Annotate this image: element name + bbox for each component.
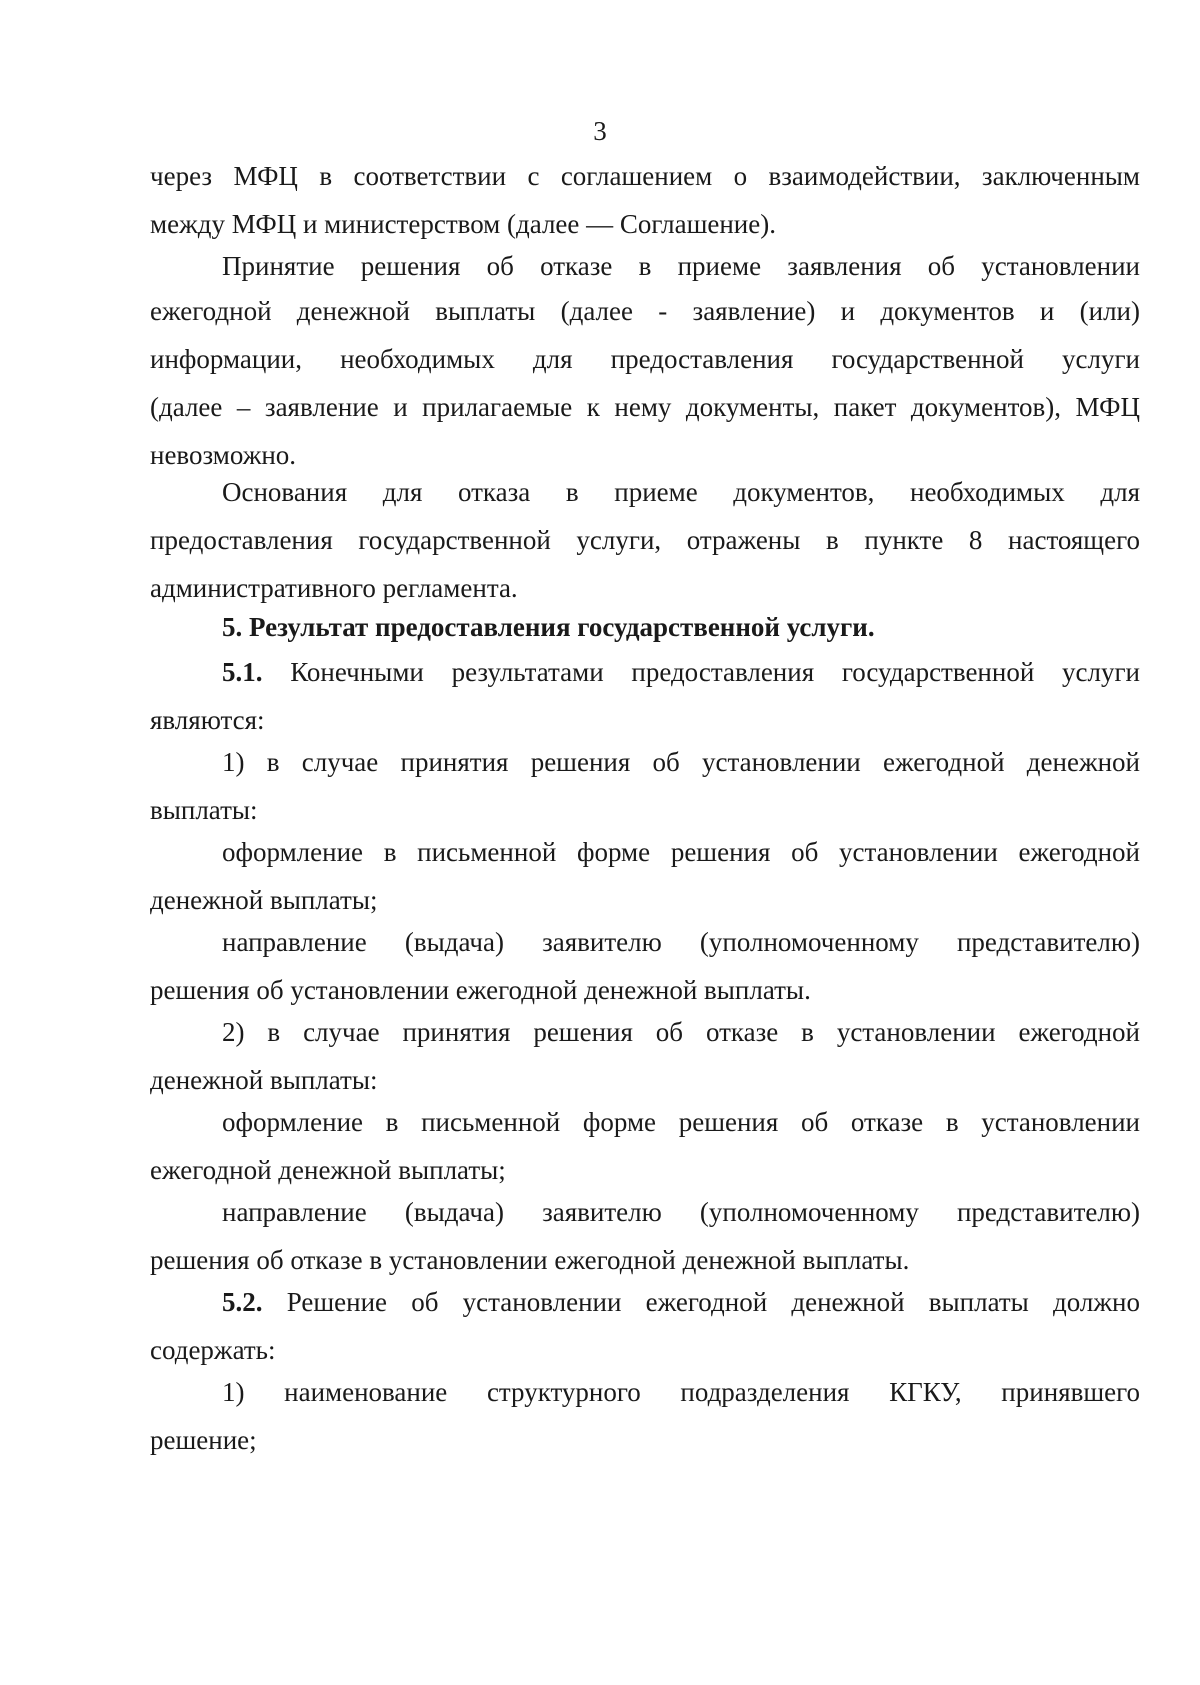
text-fragment: Решение об установлении ежегодной денежной выплаты должно xyxy=(262,1287,1140,1317)
text-line: направление (выдача) заявителю (уполномоченному представителю) xyxy=(222,1197,1140,1227)
text-line: Принятие решения об отказе в приеме заявления об установлении xyxy=(222,251,1140,281)
text-line: денежной выплаты: xyxy=(150,1065,378,1095)
paragraph xyxy=(150,468,1140,612)
body-text xyxy=(150,1278,1140,1374)
paragraph xyxy=(150,1278,1140,1374)
text-line: выплаты: xyxy=(150,795,258,825)
body-text xyxy=(150,1098,1140,1194)
text-line: решения об установлении ежегодной денежной выплаты. xyxy=(150,975,811,1005)
paragraph xyxy=(150,738,1140,834)
text-line: через МФЦ в соответствии с соглашением о взаимодействии, заключенным xyxy=(150,161,1140,191)
body-text xyxy=(150,918,1140,1014)
paragraph xyxy=(150,1098,1140,1194)
text-line: оформление в письменной форме решения об установлении ежегодной xyxy=(222,837,1140,867)
text-line: оформление в письменной форме решения об отказе в установлении xyxy=(222,1107,1140,1137)
paragraph xyxy=(150,1008,1140,1104)
clause-number: 5.1. xyxy=(222,657,263,687)
text-line: между МФЦ и министерством (далее — Соглашение). xyxy=(150,209,776,239)
text-line: являются: xyxy=(150,705,265,735)
text-line xyxy=(150,1278,1140,1326)
text-line: ежегодной денежной выплаты (далее - заявление) и документов и (или) xyxy=(150,296,1140,326)
section-heading xyxy=(150,603,1140,651)
text-line: решение; xyxy=(150,1425,257,1455)
text-line: 1) наименование структурного подразделения КГКУ, принявшего xyxy=(222,1377,1140,1407)
text-line: решения об отказе в установлении ежегодной денежной выплаты. xyxy=(150,1245,910,1275)
text-line: ежегодной денежной выплаты; xyxy=(150,1155,506,1185)
heading-line: 5. Результат предоставления государственной услуги. xyxy=(222,612,875,642)
text-line: информации, необходимых для предоставления государственной услуги xyxy=(150,344,1140,374)
paragraph xyxy=(150,1188,1140,1284)
paragraph xyxy=(150,1368,1140,1464)
body-text xyxy=(150,1188,1140,1284)
body-text xyxy=(150,242,1140,479)
text-line: административного регламента. xyxy=(150,573,518,603)
text-line: Основания для отказа в приеме документов, необходимых для xyxy=(222,477,1140,507)
text-line: денежной выплаты; xyxy=(150,885,378,915)
paragraph xyxy=(150,918,1140,1014)
body-text xyxy=(150,603,1140,651)
body-text xyxy=(150,828,1140,924)
body-text xyxy=(150,152,1140,248)
paragraph xyxy=(150,828,1140,924)
body-text xyxy=(150,468,1140,612)
body-text xyxy=(150,648,1140,744)
text-line: содержать: xyxy=(150,1335,276,1365)
page-number: 3 xyxy=(593,116,607,146)
text-line: направление (выдача) заявителю (уполномоченному представителю) xyxy=(222,927,1140,957)
text-line: (далее – заявление и прилагаемые к нему документы, пакет документов), МФЦ xyxy=(150,392,1140,422)
text-line: предоставления государственной услуги, отражены в пункте 8 настоящего xyxy=(150,525,1140,555)
text-line: невозможно. xyxy=(150,440,297,470)
paragraph xyxy=(150,648,1140,744)
body-text xyxy=(150,1008,1140,1104)
paragraph xyxy=(150,152,1140,248)
text-line: 2) в случае принятия решения об отказе в установлении ежегодной xyxy=(222,1017,1140,1047)
paragraph xyxy=(150,242,1140,479)
text-line xyxy=(150,648,1140,696)
clause-number: 5.2. xyxy=(222,1287,263,1317)
text-fragment: Конечными результатами предоставления государственной услуги xyxy=(262,657,1140,687)
body-text xyxy=(150,1368,1140,1464)
text-line: 1) в случае принятия решения об установлении ежегодной денежной xyxy=(222,747,1140,777)
body-text xyxy=(150,738,1140,834)
